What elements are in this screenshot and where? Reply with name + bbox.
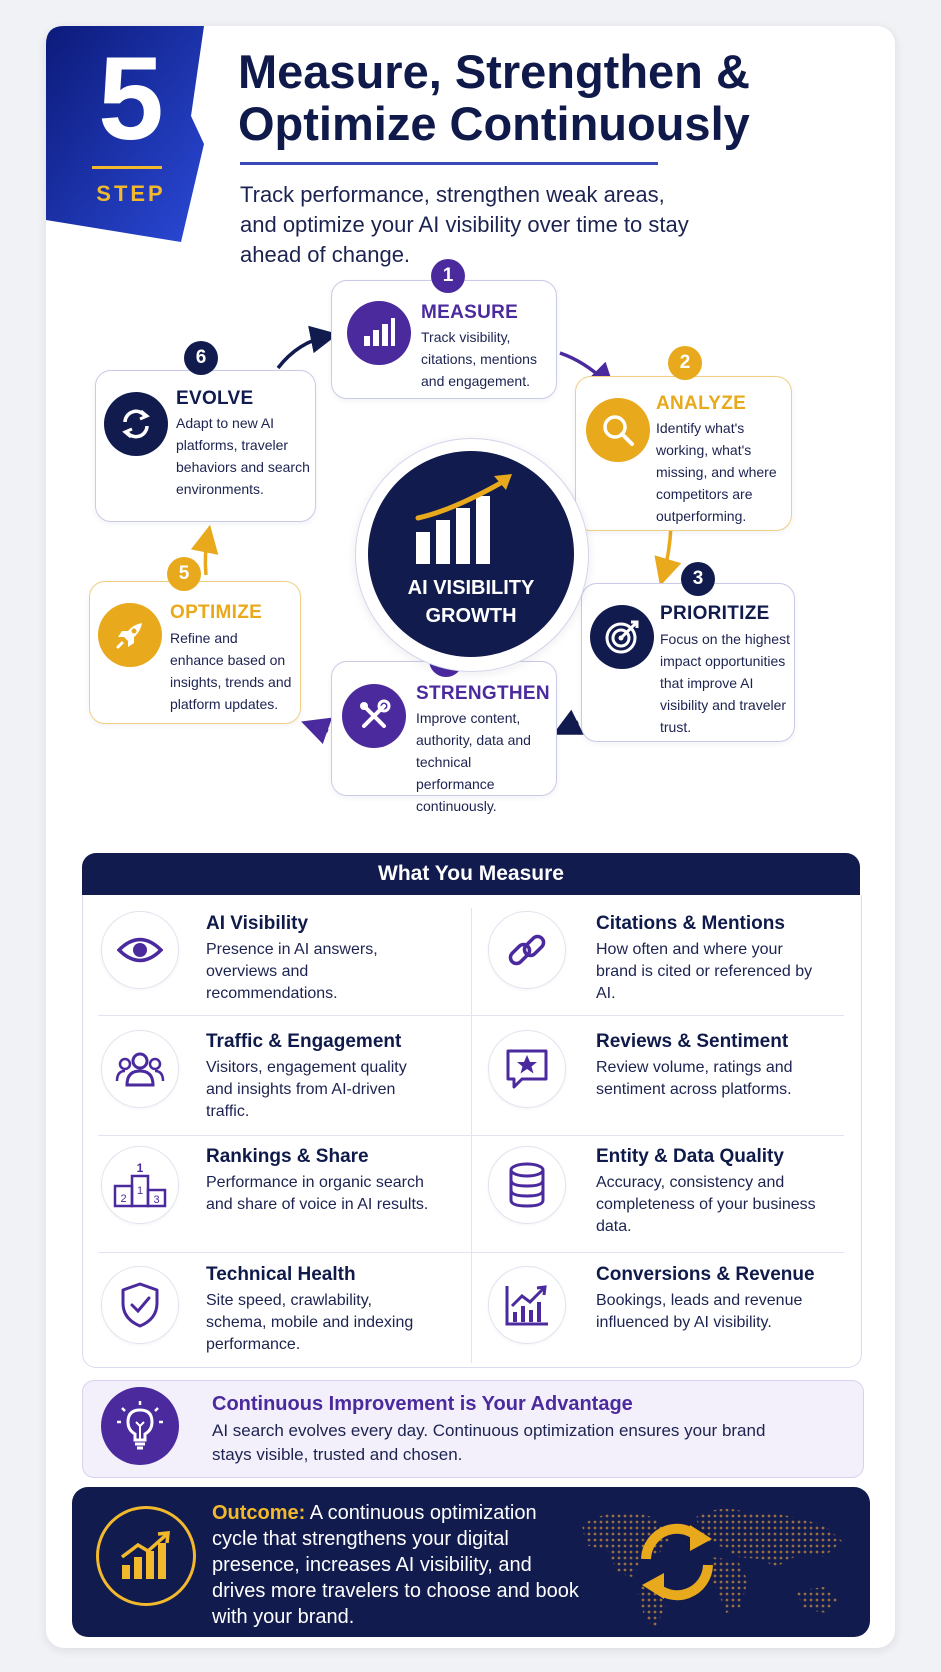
cycle-step-desc: Adapt to new AI platforms, traveler behaviors and search environments. [176,415,310,497]
page-title: Measure, Strengthen & Optimize Continuously [238,45,750,150]
outcome-text [212,1500,582,1630]
step-number-badge: 3 [681,562,715,596]
podium-icon [101,1146,179,1224]
link-icon [488,911,566,989]
growth-chart-icon [488,1266,566,1344]
measure-item-desc: Visitors, engagement quality and insights from AI-driven traffic. [206,1059,407,1120]
users-icon [101,1030,179,1108]
cycle-step-desc: Improve content, authority, data and technical performance continuously. [416,710,531,814]
measure-item-title: Entity & Data Quality [596,1146,784,1167]
measure-item-desc: Site speed, crawlability, schema, mobile and indexing performance. [206,1292,414,1353]
continuous-title: Continuous Improvement is Your Advantage [212,1393,633,1415]
step-divider [92,166,162,169]
cycle-step-title: MEASURE [421,302,519,323]
tools-icon [342,684,406,748]
cycle-step-desc: Track visibility, citations, mentions and engagement. [421,329,537,389]
title-underline [240,162,658,165]
measure-item-desc: How often and where your brand is cited or referenced by AI. [596,941,813,1002]
refresh-icon [632,1517,722,1607]
cycle-step-title: STRENGTHEN [416,683,550,704]
bar-chart-icon [347,301,411,365]
podium-label-3: 3 [153,1194,160,1206]
outcome-body: A continuous optimization cycle that strengthens your digital presence, increases AI visibility, and drives more travelers to choose and book with your brand. [212,1502,579,1628]
step-number-badge: 2 [668,346,702,380]
outcome-label: Outcome: [212,1502,306,1524]
step-number-badge: 5 [167,557,201,591]
measure-heading: What You Measure [378,862,564,885]
growth-chart-icon [96,1506,196,1606]
cycle-step-desc: Refine and enhance based on insights, trends and platform updates. [170,630,292,712]
database-icon [488,1146,566,1224]
step-number: 5 [98,33,164,165]
lightbulb-icon [101,1387,179,1465]
step-label: STEP [96,181,166,206]
cycle-step-title: ANALYZE [656,393,747,414]
star-message-icon [488,1030,566,1108]
podium-label-2: 2 [120,1193,127,1205]
measure-item-title: AI Visibility [206,913,309,934]
cycle-step-desc: Identify what's working, what's missing, and where competitors are outperforming. [656,420,777,524]
page-subtitle: Track performance, strengthen weak areas, and optimize your AI visibility over time to stay ahead of change. [240,182,689,267]
step-number-badge: 1 [431,259,465,293]
row-divider [98,1015,844,1016]
measure-item-title: Reviews & Sentiment [596,1031,789,1052]
measure-item-title: Conversions & Revenue [596,1264,815,1285]
magnifier-icon [586,398,650,462]
measure-item-desc: Accuracy, consistency and completeness of your business data. [596,1174,816,1235]
cycle-step-title: PRIORITIZE [660,603,770,624]
measure-item-title: Rankings & Share [206,1146,369,1167]
cycle-step-title: OPTIMIZE [170,602,263,623]
cycle-step-desc: Focus on the highest impact opportunities that improve AI visibility and traveler trust. [660,631,790,735]
continuous-desc: AI search evolves every day. Continuous optimization ensures your brand stays visible, trusted and chosen. [212,1421,766,1464]
podium-label-1: 1 [136,1162,144,1175]
refresh-icon [104,392,168,456]
measure-item-desc: Performance in organic search and share of voice in AI results. [206,1174,429,1213]
target-icon [590,605,654,669]
row-divider [98,1252,844,1253]
eye-icon [101,911,179,989]
center-label: AI VISIBILITY GROWTH [407,577,535,627]
measure-item-title: Traffic & Engagement [206,1031,402,1052]
measure-item-desc: Bookings, leads and revenue influenced by AI visibility. [596,1292,803,1331]
measure-item-desc: Presence in AI answers, overviews and recommendations. [206,941,378,1002]
measure-item-desc: Review volume, ratings and sentiment across platforms. [596,1059,793,1098]
measure-item-title: Technical Health [206,1264,356,1285]
growth-chart-icon [414,470,524,566]
shield-check-icon [101,1266,179,1344]
cycle-step-title: EVOLVE [176,388,254,409]
step-number-badge: 6 [184,341,218,375]
measure-item-title: Citations & Mentions [596,913,785,934]
rocket-icon [98,603,162,667]
podium-label-1-base: 1 [136,1185,144,1197]
row-divider [98,1135,844,1136]
